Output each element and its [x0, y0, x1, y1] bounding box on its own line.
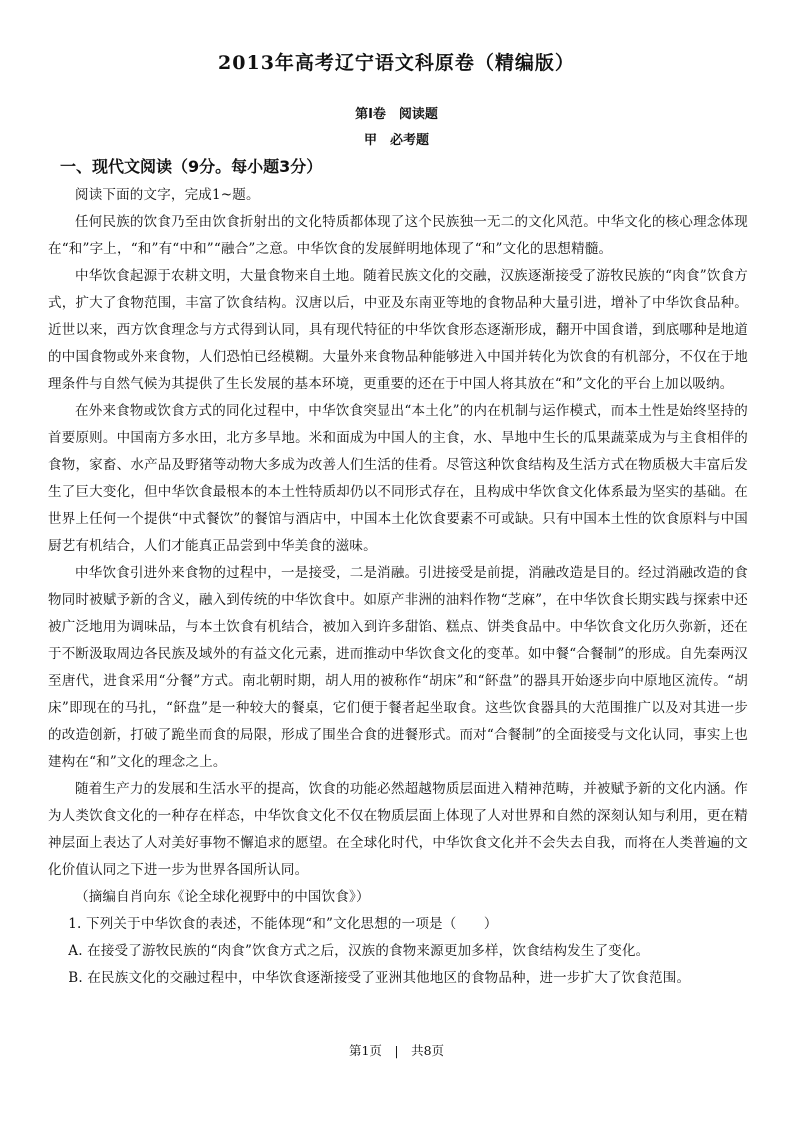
instruction-text: 阅读下面的文字，完成1~题。 — [75, 187, 260, 203]
paragraph-3: 在外来食物或饮食方式的同化过程中，中华饮食突显出“本土化”的内在机制与运作模式，而本土性是始终坚持的首要原则。中国南方多水田，北方多旱地。米和面成为中国人的主食，水、旱地中生长的瓜果蔬菜成为与主食相伴的食物，家畜、水产品及野猪等动物大多成为改善人们生活的佳肴。尽管这种饮食结构及生活方式在物质极大丰富后发生了巨大变化，但中华饮食最根本的本土性特质却仍以不同形式存在，且构成中华饮食文化体系最为坚实的基础。在世界上任何一个提供“中式餐饮”的餐馆与酒店中，中国本土化饮食要素不可或缺。只有中国本土性的饮食原料与中国厨艺有机结合，人们才能真正品尝到中华美食的滋味。 — [48, 403, 748, 554]
volume-heading: 第Ⅰ卷 阅读题 — [355, 107, 438, 122]
question-stem: 1. 下列关于中华饮食的表述，不能体现“和”文化思想的一项是（ ） — [68, 916, 498, 932]
source-note: （摘编自肖向东《论全球化视野中的中国饮食》） — [75, 889, 370, 905]
option-b: B. 在民族文化的交融过程中，中华饮食逐渐接受了亚洲其他地区的食物品种，进一步扩大了饮食范围。 — [68, 970, 691, 986]
passage — [48, 182, 748, 992]
paragraph-1: 任何民族的饮食乃至由饮食折射出的文化特质都体现了这个民族独一无二的文化风范。中华文化的核心理念体现在“和”字上，“和”有“中和”“融合”之意。中华饮食的发展鲜明地体现了“和”文化的思想精髓。 — [48, 214, 748, 257]
section-heading: 一、现代文阅读（9分。每小题3分） — [60, 157, 323, 176]
paragraph-5: 随着生产力的发展和生活水平的提高，饮食的功能必然超越物质层面进入精神范畴，并被赋予新的文化内涵。作为人类饮食文化的一种存在样态，中华饮食文化不仅在物质层面上体现了人对世界和自然的深刻认知与利用，更在精神层面上表达了人对美好事物不懈追求的愿望。在全球化时代，中华饮食文化并不会失去自我，而将在人类普遍的文化价值认同之下进一步为世界各国所认同。 — [48, 781, 748, 878]
option-a: A. 在接受了游牧民族的“肉食”饮食方式之后，汉族的食物来源更加多样，饮食结构发生了变化。 — [68, 943, 650, 959]
sub-heading: 甲 必考题 — [363, 133, 429, 148]
document-title: 2013年高考辽宁语文科原卷（精编版） — [218, 52, 575, 74]
paragraph-4: 中华饮食引进外来食物的过程中，一是接受，二是消融。引进接受是前提，消融改造是目的。经过消融改造的食物同时被赋予新的含义，融入到传统的中华饮食中。如原产非洲的油料作物“芝麻”，在中华饮食长期实践与探索中还被广泛地用为调味品，与本土饮食有机结合，被加入到许多甜馅、糕点、饼类食品中。中华饮食文化历久弥新，还在于不断汲取周边各民族及域外的有益文化元素，进而推动中华饮食文化的变革。如中餐“合餐制”的形成。自先秦两汉至唐代，进食采用“分餐”方式。南北朝时期，胡人用的被称作“胡床”和“䬪盘”的器具开始逐步向中原地区流传。“胡床”即现在的马扎，“䬪盘”是一种较大的餐桌，它们便于餐者起坐取食。这些饮食器具的大范围推广以及对其进一步的改造创新，打破了跪坐而食的局限，形成了围坐合食的进餐形式。而对“合餐制”的全面接受与文化认同，事实上也建构在“和”文化的理念之上。 — [48, 565, 748, 770]
paragraph-2: 中华饮食起源于农耕文明，大量食物来自土地。随着民族文化的交融，汉族逐渐接受了游牧民族的“肉食”饮食方式，扩大了食物范围，丰富了饮食结构。汉唐以后，中亚及东南亚等地的食物品种大量引进，增补了中华饮食品种。近世以来，西方饮食理念与方式得到认同，具有现代特征的中华饮食形态逐渐形成，翻开中国食谱，到底哪种是地道的中国食物或外来食物，人们恐怕已经模糊。大量外来食物品种能够进入中国并转化为饮食的有机部分，不仅在于地理条件与自然气候为其提供了生长发展的基本环境，更重要的还在于中国人将其放在“和”文化的平台上加以吸纳。 — [48, 268, 748, 392]
page-footer: 第1页 | 共8页 — [348, 1043, 445, 1058]
